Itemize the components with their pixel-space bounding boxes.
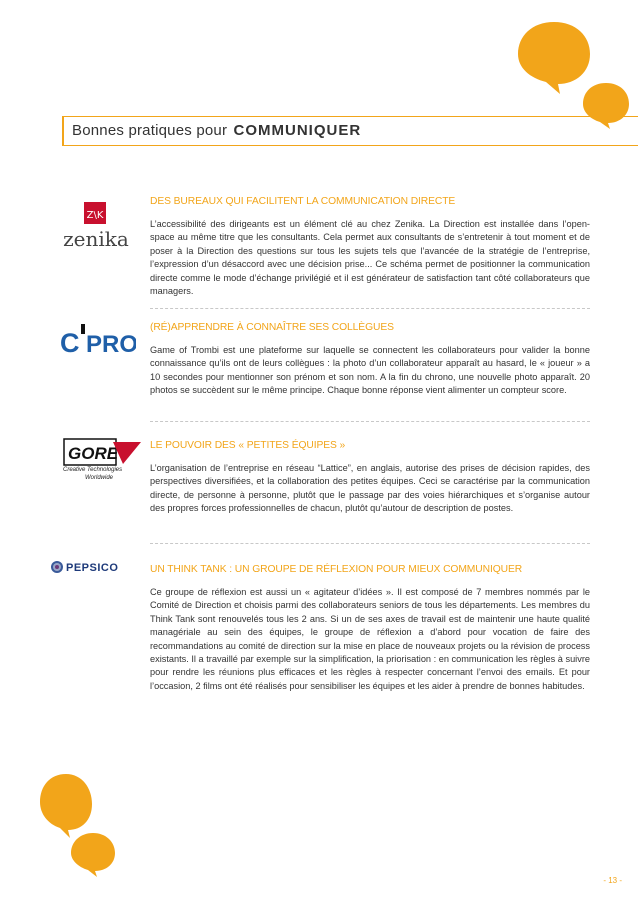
svg-text:C: C [60,328,80,358]
cpro-logo [60,320,136,360]
gore-logo-sub2: Worldwide [85,475,114,481]
svg-text:GORE: GORE [68,444,119,463]
section-body: Game of Trombi est une plateforme sur laquelle se connectent les collaborateurs pour valider la bonne connaissance qu’ils ont de leurs collègues : la photo d’un collaborateur apparaît au hasard, le « joueur » a 10 secondes pour mentionner son prénom et son nom. A la fin du chrono, une nouvelle photo apparaît. 20 photos se succèdent sur le même principe. Chaque bonne réponse vient alimenter un compteur score. [150,345,590,396]
section-pepsico [150,564,590,693]
section-body: L’accessibilité des dirigeants est un élément clé au chez Zenika. La Direction est installée dans l’open-space au même titre que les consultants. Cela permet aux consultants de s’entretenir à tout moment et de poser à la Direction des questions sur tous les sujets tels que l’avancée de la stratégie de l’entreprise, l’expression d’un désaccord avec une décision prise... Ce schéma permet de positionner la communication directe comme le mode d’échange privilégié et il est générateur de satisfaction tant côté collaborateurs que managers. [150,219,590,297]
section-divider [150,543,590,544]
page-title-prefix: Bonnes pratiques pour [72,122,228,139]
section-title: UN THINK TANK : UN GROUPE DE RÉFLEXION POUR MIEUX COMMUNIQUER [150,564,523,575]
section-body: L’organisation de l’entreprise en réseau “Lattice”, en anglais, autorise des prises de décision rapides, des perspectives diversifiées, et la collaboration des petites équipes. Ceci se caractérise par la communication directe, de personne à personne, plutôt que le passage par des voies hiérarchiques et s’organise autour des propres forces professionnelles de chacun, plutôt qu’autour de description de postes. [150,463,590,514]
section-divider [150,308,590,309]
page-number: - 13 - [603,876,622,885]
zenika-logo-text: zenika [63,227,129,251]
pepsico-logo [50,558,136,584]
section-title: DES BUREAUX QUI FACILITENT LA COMMUNICATION DIRECTE [150,196,456,207]
section-title: LE POUVOIR DES « PETITES ÉQUIPES » [150,440,346,451]
page-title-strong: COMMUNIQUER [233,122,362,139]
svg-text:Z\K: Z\K [86,210,104,221]
gore-logo [63,438,143,488]
section-gore [150,440,590,516]
page-title [72,122,361,139]
pepsico-logo-text: PEPSICO [66,562,119,574]
speech-bubble-small-icon [68,830,118,878]
section-body: Ce groupe de réflexion est aussi un « agitateur d’idées ». Il est composé de 7 membres nommés par le Comité de Direction et choisis parmi des collaborateurs seniors de tous les départements. Les membres du Think Tank sont renouvelés tous les 2 ans. Si un de ses axes de travail est de maintenir une haute qualité managériale au sein des équipes, le groupe de réflexion a d’abord pour vocation de faire des recommandations au comité de direction sur la mise en place de nouveaux projets ou la révision de process existants. Il a travaillé par exemple sur la simplification, la priorisation : en communication les règles à suivre pour rendre les réunions plus efficaces et les règles à respecter concernant l’envoi des emails. Et pour l’occasion, 2 films ont été réalisés pour sensibiliser les équipes et les aider à prendre de bonnes habitudes. [150,587,590,691]
section-cpro [150,322,590,398]
section-divider [150,421,590,422]
section-zenika [150,196,590,298]
zenika-logo [56,200,136,250]
svg-text:PRO: PRO [86,331,136,358]
gore-logo-sub1: Creative Technologies [63,467,123,473]
section-title: (RÉ)APPRENDRE À CONNAÎTRE SES COLLÈGUES [150,322,394,333]
